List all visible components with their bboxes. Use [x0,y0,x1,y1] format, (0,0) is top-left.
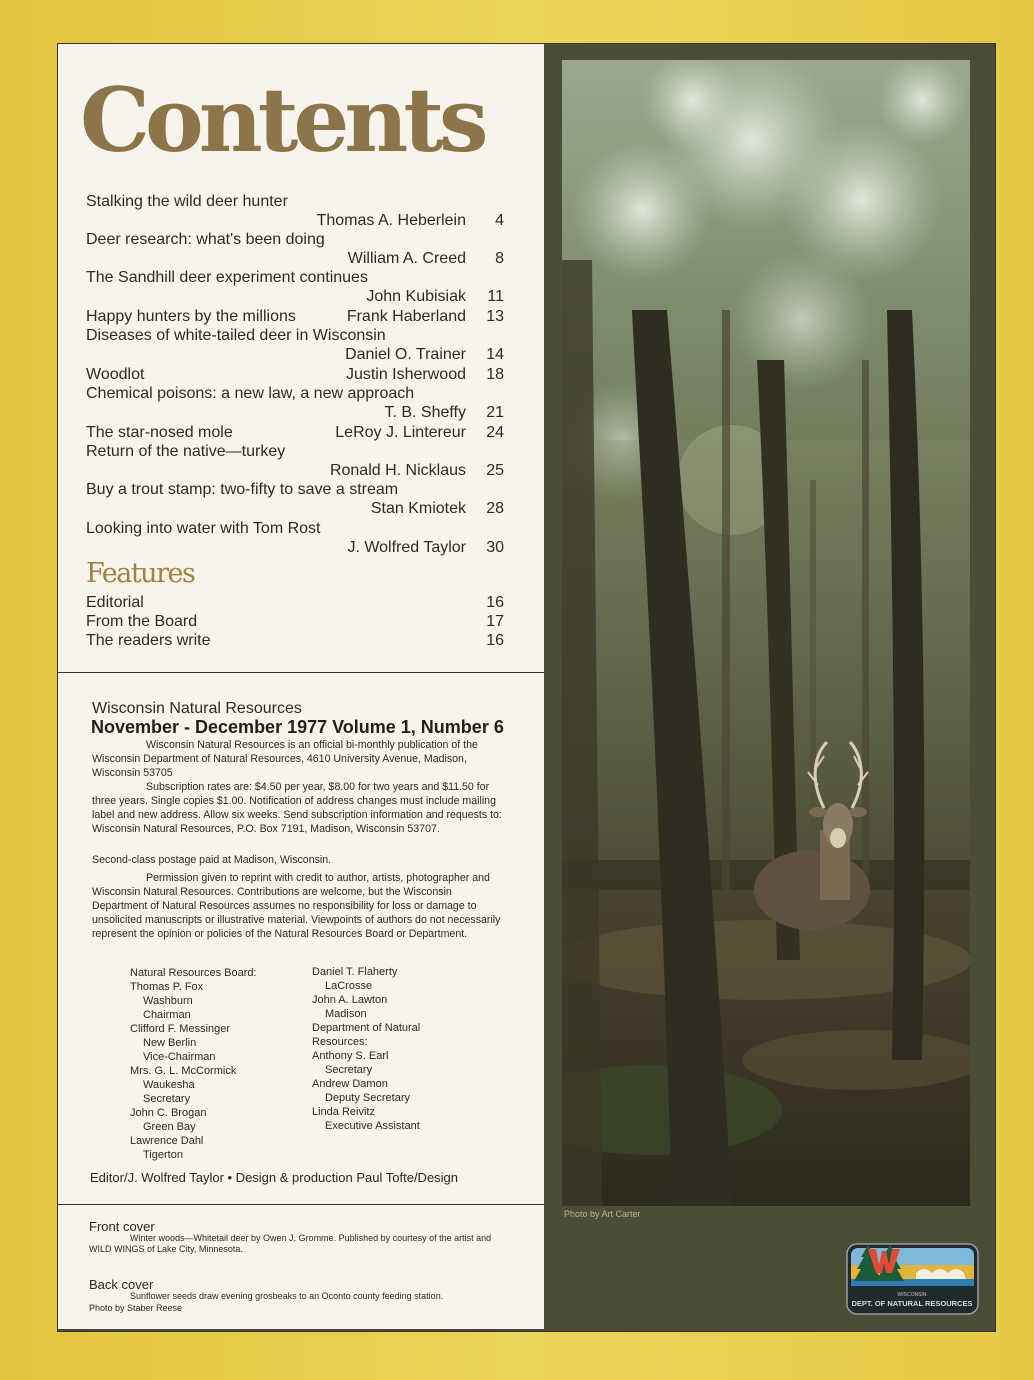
feature-page: 16 [486,632,504,649]
toc-author: LeRoy J. Lintereur [335,424,466,441]
features-heading: Features [86,558,195,589]
toc-author: Stan Kmiotek [370,500,466,517]
toc-entry [86,423,504,442]
board-column-right [312,965,420,1133]
board-line: Linda Reivitz [312,1106,375,1118]
feature-title: Editorial [86,594,144,611]
logo-state: WISCONSIN [897,1292,927,1298]
toc-page: 30 [486,539,504,556]
issue-line: November - December 1977 Volume 1, Number 6 [91,717,504,737]
back-cover-credit: Photo by Staber Reese [89,1303,183,1313]
toc-author: Thomas A. Heberlein [316,212,466,229]
feature-entry [86,631,504,650]
toc-author: Daniel O. Trainer [345,346,466,363]
photo-credit: Photo by Art Carter [564,1209,641,1219]
toc-page: 21 [486,404,504,421]
board-column-left [130,966,257,1162]
forest-deer-image [562,60,970,1206]
toc-title: Return of the native—turkey [86,443,286,460]
toc-author: Frank Haberland [346,308,466,325]
toc-title: Looking into water with Tom Rost [86,520,321,537]
back-cover-text: Sunflower seeds draw evening grosbeaks to an Oconto county feeding station. [130,1291,444,1301]
feature-page: 17 [486,613,504,630]
deer-photo [562,60,970,1206]
board-line: Washburn [143,995,193,1007]
board-line: Clifford F. Messinger [130,1023,231,1035]
toc-title: Chemical poisons: a new law, a new approach [86,385,415,402]
toc-author: Ronald H. Nicklaus [329,462,466,479]
board-line: Deputy Secretary [325,1092,410,1104]
board-line: Green Bay [143,1121,196,1133]
masthead-paragraph: Wisconsin Natural Resources is an official bi-monthly publication of the Wisconsin Department of Natural Resources, 4610 University Avenue, Madison, Wisconsin 53705 [92,739,478,779]
divider [58,1204,544,1205]
feature-entry [86,593,504,612]
board-line: Lawrence Dahl [130,1135,204,1147]
postage-line: Second-class postage paid at Madison, Wisconsin. [92,854,332,866]
editor-credit: Editor/J. Wolfred Taylor • Design & production Paul Tofte/Design [90,1170,459,1185]
toc-title: Deer research: what's been doing [86,231,325,248]
toc-author: William A. Creed [347,250,466,267]
feature-title: From the Board [86,613,198,630]
board-line: Mrs. G. L. McCormick [130,1065,237,1077]
toc-author: J. Wolfred Taylor [347,539,466,556]
board-line: LaCrosse [325,980,373,992]
divider [58,672,544,673]
board-line: Executive Assistant [325,1120,420,1132]
permission-paragraph: Permission given to reprint with credit to author, artists, photographer and Wisconsin Natural Resources. Contributions are welcome, but the Wisconsin Department of Natural Resources assumes no responsibility for loss or damage to unsolicited manuscripts or illustrative material. Viewpoints of authors do not necessarily represent the opinion or policies of the Natural Resources Board or Department. [92,872,501,940]
feature-title: The readers write [86,632,211,649]
toc-page: 18 [486,366,504,383]
board-line: Resources: [312,1036,368,1048]
toc-title: The Sandhill deer experiment continues [86,269,368,286]
feature-page: 16 [486,594,504,611]
toc-title: Woodlot [86,366,145,383]
board-line: John A. Lawton [312,994,388,1006]
toc-page: 13 [486,308,504,325]
toc-title: The star-nosed mole [86,424,233,441]
board-line: Andrew Damon [312,1078,388,1090]
board-line: John C. Brogan [130,1107,207,1119]
subscription-paragraph: Subscription rates are: $4.50 per year, $8.00 for two years and $11.50 for three years. Single copies $1.00. Notification of address changes must include mailing label and new address. Allow six weeks. Send subscription information and requests to: Wisconsin Natural Resources, P.O. Box 7191, Madison, Wisconsin 53707. [92,781,502,835]
toc-entry [86,307,504,326]
board-line: Chairman [143,1009,191,1021]
toc-author: John Kubisiak [366,288,466,305]
toc-title: Diseases of white-tailed deer in Wisconsin [86,327,386,344]
publication-name: Wisconsin Natural Resources [92,700,302,717]
board-line: Daniel T. Flaherty [312,966,398,978]
board-line: Tigerton [143,1149,183,1161]
board-line: Anthony S. Earl [312,1050,389,1062]
wisconsin-dnr-logo-icon [846,1243,979,1315]
toc-page: 8 [495,250,504,267]
board-line: Secretary [143,1093,191,1105]
toc-entry [86,365,504,384]
toc-title: Happy hunters by the millions [86,308,296,325]
toc-author: Justin Isherwood [345,366,466,383]
toc-page: 24 [486,424,504,441]
contents-heading: Contents [80,68,484,172]
feature-entry [86,612,504,631]
front-cover-text: Winter woods—Whitetail deer by Owen J. Gromme. Published by courtesy of the artist and WILD WINGS of Lake City, Minnesota. [89,1233,492,1254]
toc-page: 25 [486,462,504,479]
board-line: Vice-Chairman [143,1051,216,1063]
board-line: Secretary [325,1064,373,1076]
toc-author: T. B. Sheffy [384,404,466,421]
toc-page: 4 [495,212,504,229]
dnr-logo [846,1243,979,1315]
toc-title: Stalking the wild deer hunter [86,193,288,210]
front-cover-label: Front cover [89,1219,155,1234]
toc-title: Buy a trout stamp: two-fifty to save a stream [86,481,399,498]
board-line: Madison [325,1008,367,1020]
board-line: Waukesha [143,1079,195,1091]
toc-page: 11 [487,288,504,305]
board-line: Department of Natural [312,1022,421,1034]
board-line: Natural Resources Board: [130,967,257,979]
toc-page: 14 [486,346,504,363]
back-cover-label: Back cover [89,1277,154,1292]
logo-agency: DEPT. OF NATURAL RESOURCES [851,1299,973,1308]
board-line: Thomas P. Fox [130,981,204,993]
toc-page: 28 [486,500,504,517]
board-line: New Berlin [143,1037,197,1049]
